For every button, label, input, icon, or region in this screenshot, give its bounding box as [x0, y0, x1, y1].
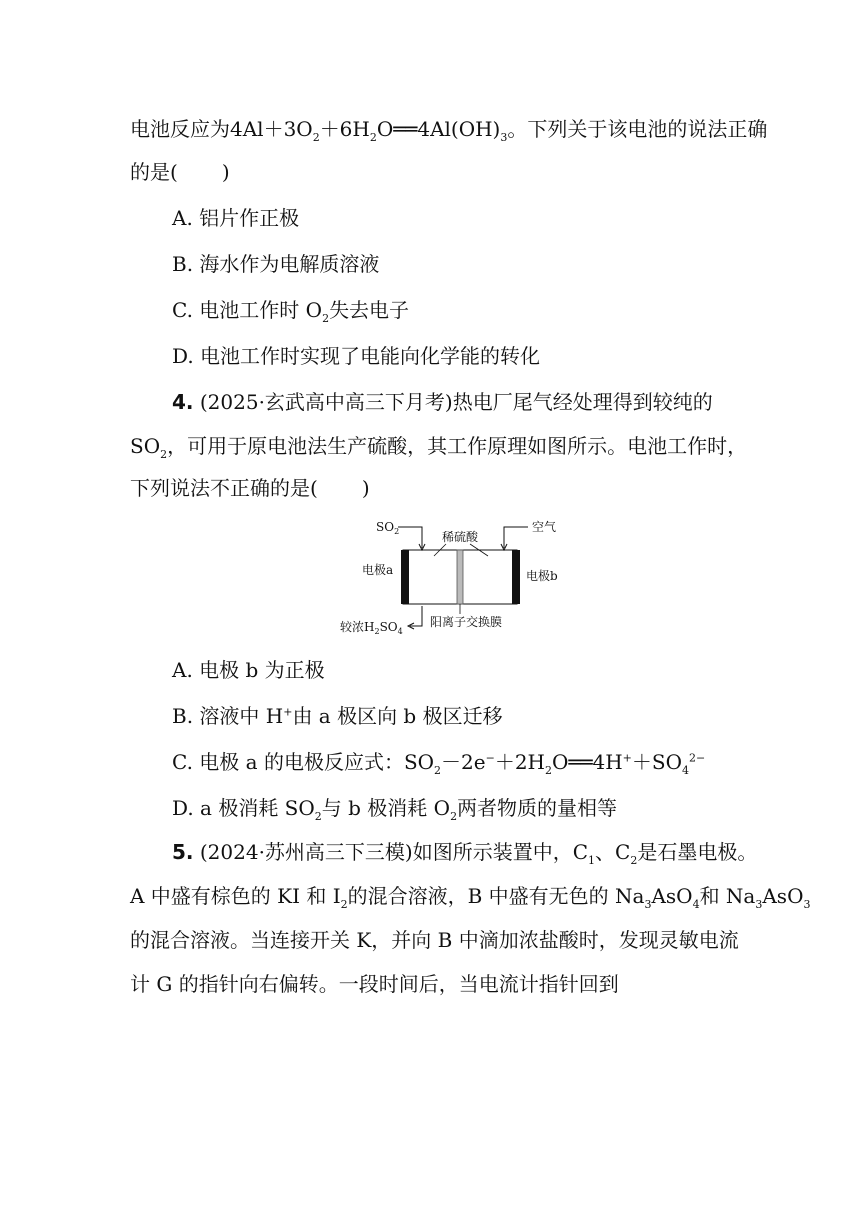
- subscript: 2: [322, 312, 330, 325]
- q5-text: 、C: [595, 840, 631, 864]
- q5-text: AsO: [651, 884, 693, 908]
- option-text: 与 b 极消耗 O: [321, 796, 451, 820]
- q4-stem-line2: [130, 432, 747, 460]
- q4-text: 下列说法不正确的是(: [130, 476, 318, 500]
- option-text: D. a 极消耗 SO: [172, 796, 315, 820]
- so2-inlet-arrow: [398, 527, 422, 548]
- electrode-a-label: 电极a: [362, 563, 394, 577]
- subscript: 4: [681, 764, 689, 777]
- q5-stem-line3: 的混合溶液。当连接开关 K，并向 B 中滴加浓盐酸时，发现灵敏电流: [130, 928, 739, 952]
- q5-text: 和 Na: [699, 884, 756, 908]
- q4-text: ，可用于原电池法生产硫酸，其工作原理如图所示。电池工作时，: [167, 434, 748, 458]
- membrane: [457, 550, 463, 604]
- q3-option-c: [172, 296, 409, 324]
- option-text: C. 电池工作时 O: [172, 298, 323, 322]
- equation-part: ＋2H: [494, 750, 545, 774]
- equation-part: 4Al＋3O: [230, 117, 313, 141]
- question-number: 5.: [172, 840, 194, 864]
- q3-text: ): [221, 160, 230, 184]
- output-label: 较浓$H_2SO_4$: [340, 620, 403, 636]
- q3-option-d: D. 电池工作时实现了电能向化学能的转化: [172, 344, 541, 368]
- q4-option-c: [172, 748, 705, 776]
- superscript: +: [283, 705, 293, 719]
- q4-text: (2025·玄武高中高三下月考)热电厂尾气经处理得到较纯的: [199, 390, 713, 414]
- subscript: 2: [434, 764, 442, 777]
- equation-part: ＋6H: [319, 117, 370, 141]
- superscript: −: [485, 751, 495, 765]
- option-text: 由 a 极区向 b 极区迁移: [292, 704, 503, 728]
- q5-text: 的混合溶液，B 中盛有无色的 Na: [347, 884, 645, 908]
- battery-diagram: [338, 514, 568, 640]
- subscript: 2: [160, 448, 168, 461]
- q3-option-b: B. 海水作为电解质溶液: [172, 252, 380, 276]
- option-text: 失去电子: [329, 298, 410, 322]
- option-text: B. 溶液中 H: [172, 704, 284, 728]
- subscript: 1: [588, 854, 596, 867]
- subscript: 3: [803, 898, 811, 911]
- subscript: 2: [450, 810, 458, 823]
- question-number: 4.: [172, 390, 194, 414]
- q4-text: ): [361, 476, 370, 500]
- air-label: 空气: [532, 520, 557, 534]
- option-text: 两者物质的量相等: [457, 796, 618, 820]
- q3-stem-line2: [130, 158, 230, 186]
- so2-label: $SO_2$: [376, 520, 400, 536]
- subscript: 2: [312, 131, 320, 144]
- q3-stem-line1: [130, 115, 767, 143]
- subscript: 2: [545, 764, 552, 777]
- electrode-b-label: 电极b: [526, 569, 558, 583]
- superscript: 2−: [688, 751, 706, 765]
- air-inlet-arrow: [504, 527, 528, 548]
- q5-text: 是石墨电极。: [637, 840, 758, 864]
- subscript: 2: [369, 131, 377, 144]
- subscript: 2: [314, 810, 322, 823]
- electrode-a-plate: [401, 550, 409, 604]
- superscript: +: [622, 751, 632, 765]
- q4-option-d: [172, 794, 617, 822]
- equation-part: O══4H: [552, 750, 623, 774]
- electrode-b-plate: [512, 550, 520, 604]
- subscript: 3: [644, 898, 652, 911]
- q3-text: 。下列关于该电池的说法正确: [507, 117, 768, 141]
- subscript: 2: [340, 898, 348, 911]
- q4-option-b: [172, 702, 503, 730]
- q5-stem-line4: 计 G 的指针向右偏转。一段时间后，当电流计指针回到: [130, 972, 619, 996]
- q5-stem-line1: [172, 838, 757, 866]
- acid-label: 稀硫酸: [442, 530, 479, 544]
- subscript: 3: [500, 131, 508, 144]
- equation-part: －2e: [441, 750, 486, 774]
- q3-text: 的是(: [130, 160, 178, 184]
- q5-stem-line2: [130, 882, 810, 910]
- outlet-line: [410, 606, 422, 626]
- q5-text: AsO: [762, 884, 804, 908]
- subscript: 3: [755, 898, 763, 911]
- subscript: 2: [630, 854, 638, 867]
- q4-stem-line1: [172, 388, 713, 416]
- equation-part: ＋SO: [631, 750, 682, 774]
- q4-option-a: A. 电极 b 为正极: [172, 658, 325, 682]
- q5-text: (2024·苏州高三下三模)如图所示装置中，C: [199, 840, 589, 864]
- formula: SO: [130, 434, 161, 458]
- option-text: C. 电极 a 的电极反应式：SO: [172, 750, 435, 774]
- membrane-label: 阳离子交换膜: [430, 615, 503, 629]
- q4-stem-line3: [130, 474, 370, 502]
- q5-text: A 中盛有棕色的 KI 和 I: [130, 884, 341, 908]
- q3-option-a: A. 铝片作正极: [172, 206, 300, 230]
- subscript: 4: [692, 898, 700, 911]
- q3-text: 电池反应为: [130, 117, 230, 141]
- equation-part: O══4Al(OH): [376, 117, 501, 141]
